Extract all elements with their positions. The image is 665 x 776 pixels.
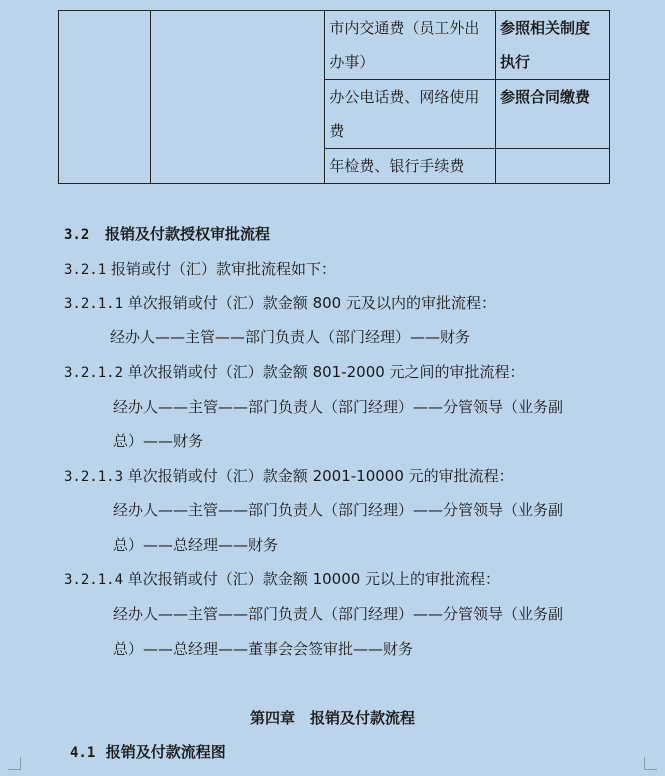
table-cell-rule: 参照相关制度 执行	[495, 11, 609, 80]
clause-3-2-1-3: 3.2.1.3 单次报销或付（汇）款金额 2001-10000 元的审批流程：	[64, 467, 514, 485]
clause-3-2-1: 3.2.1 报销或付（汇）款审批流程如下：	[64, 260, 336, 278]
table-cell-item: 市内交通费（员工外出 办事）	[325, 11, 496, 80]
clause-3-2-1-2: 3.2.1.2 单次报销或付（汇）款金额 801-2000 元之间的审批流程：	[64, 363, 525, 381]
chapter-title: 第四章 报销及付款流程	[249, 709, 415, 727]
page-corner-mark	[644, 757, 657, 770]
approval-flow: 经办人——主管——部门负责人（部门经理）——分管领导（业务副	[113, 605, 564, 623]
table-cell-rule: 参照合同缴费	[495, 80, 609, 149]
approval-flow: 经办人——主管——部门负责人（部门经理）——财务	[110, 328, 471, 346]
approval-flow: 总）——总经理——董事会会签审批——财务	[113, 640, 414, 658]
approval-flow: 总）——财务	[113, 432, 204, 450]
table-cell-subcategory	[150, 11, 325, 184]
clause-3-2-1-1: 3.2.1.1 单次报销或付（汇）款金额 800 元及以内的审批流程：	[64, 294, 496, 312]
expense-table	[58, 10, 610, 184]
table-cell-item: 办公电话费、网络使用 费	[325, 80, 496, 149]
table-cell-item: 年检费、银行手续费	[325, 149, 496, 184]
approval-flow: 总）——总经理——财务	[113, 536, 279, 554]
page-corner-mark	[8, 757, 21, 770]
table-cell-rule	[495, 149, 609, 184]
approval-flow: 经办人——主管——部门负责人（部门经理）——分管领导（业务副	[113, 501, 564, 519]
section-heading-4-1: 4.1 报销及付款流程图	[70, 743, 226, 761]
section-heading-3-2: 3.2 报销及付款授权审批流程	[64, 225, 270, 243]
table-row	[59, 11, 610, 80]
table-cell-category	[59, 11, 151, 184]
clause-3-2-1-4: 3.2.1.4 单次报销或付（汇）款金额 10000 元以上的审批流程：	[64, 570, 501, 588]
approval-flow: 经办人——主管——部门负责人（部门经理）——分管领导（业务副	[113, 398, 564, 416]
